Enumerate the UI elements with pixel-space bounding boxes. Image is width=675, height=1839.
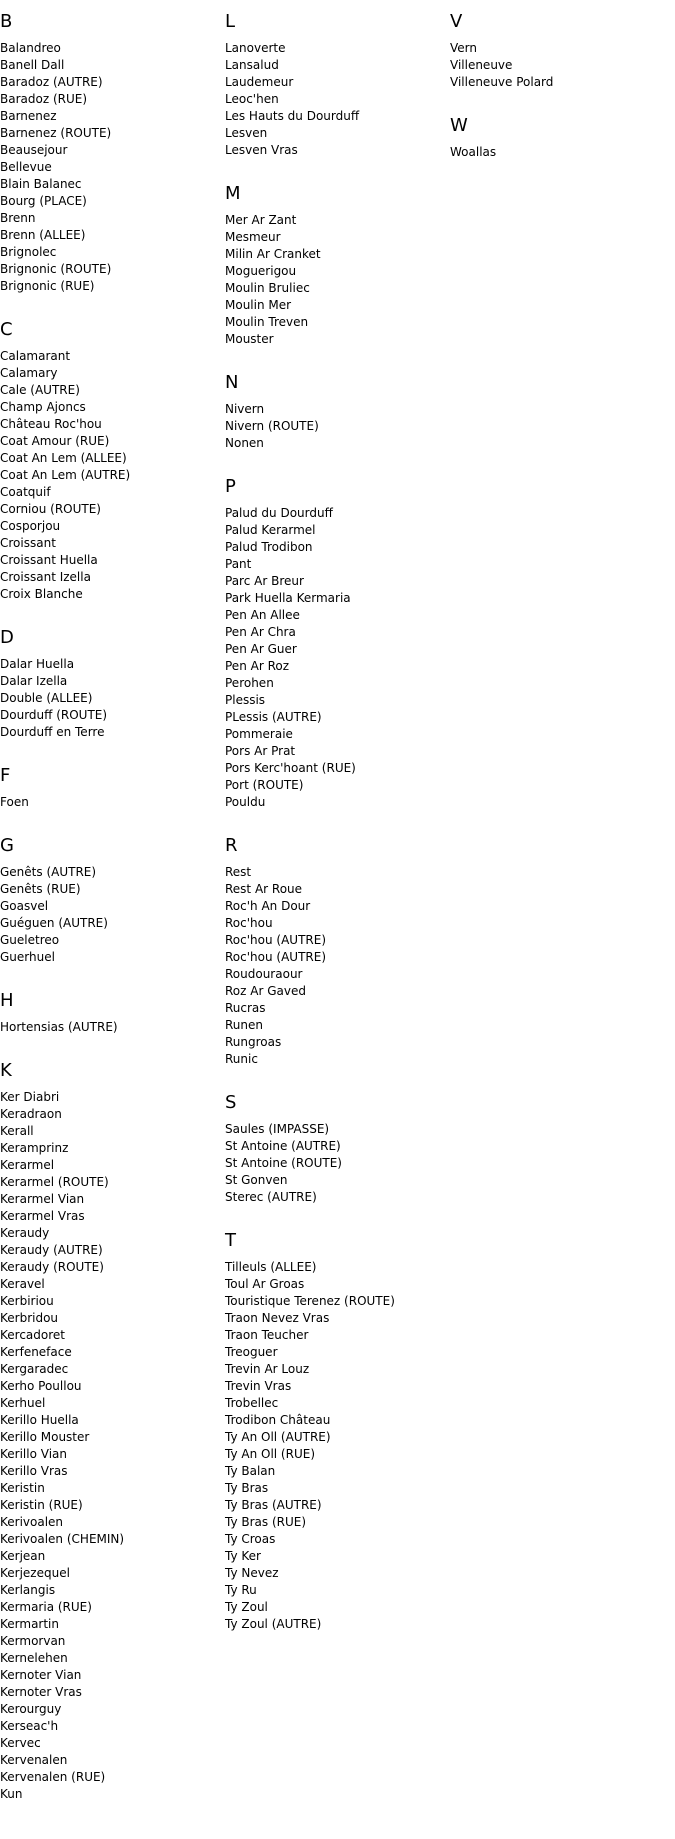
street-entry[interactable]: Corniou (ROUTE)	[0, 502, 101, 516]
street-entry[interactable]: Ty Croas	[225, 1532, 276, 1546]
street-entry[interactable]: Calamarant	[0, 349, 71, 363]
street-entry[interactable]: Pant	[225, 557, 252, 571]
letter-group	[225, 0, 445, 171]
street-entry[interactable]: Lansalud	[225, 58, 279, 72]
street-entry[interactable]: Ty Bras	[225, 1481, 269, 1495]
group-spacer	[225, 1633, 445, 1645]
street-list	[0, 656, 220, 741]
street-entry[interactable]: Sterec (AUTRE)	[225, 1190, 317, 1204]
street-entry[interactable]: Pen An Allee	[225, 608, 300, 622]
street-entry[interactable]: Croix Blanche	[0, 587, 83, 601]
letter-heading: C	[0, 319, 13, 340]
street-entry[interactable]: Dalar Izella	[0, 674, 68, 688]
street-entry[interactable]: Roc'hou (AUTRE)	[225, 933, 327, 947]
street-entry[interactable]: Kercadoret	[0, 1328, 65, 1342]
group-spacer	[0, 1036, 220, 1048]
street-entry[interactable]: Croissant	[0, 536, 56, 550]
street-list	[0, 864, 220, 966]
street-entry[interactable]: Coatquif	[0, 485, 51, 499]
group-spacer	[225, 1206, 445, 1218]
street-entry[interactable]: Blain Balanec	[0, 177, 82, 191]
street-entry[interactable]: Coat An Lem (ALLEE)	[0, 451, 127, 465]
letter-group	[225, 171, 445, 360]
street-entry[interactable]: Kerhuel	[0, 1396, 46, 1410]
street-entry[interactable]: Brenn (ALLEE)	[0, 228, 86, 242]
street-entry[interactable]: Baradoz (AUTRE)	[0, 75, 103, 89]
street-entry[interactable]: Kermaria (RUE)	[0, 1600, 92, 1614]
group-spacer	[450, 161, 670, 173]
index-column	[0, 0, 220, 1815]
street-entry[interactable]: Kernelehen	[0, 1651, 68, 1665]
letter-group	[225, 823, 445, 1080]
street-entry[interactable]: Ty Nevez	[225, 1566, 279, 1580]
street-entry[interactable]: Hortensias (AUTRE)	[0, 1020, 118, 1034]
street-entry[interactable]: Mer Ar Zant	[225, 213, 297, 227]
letter-heading: N	[225, 372, 239, 393]
street-entry[interactable]: Keristin (RUE)	[0, 1498, 83, 1512]
street-entry[interactable]: Saules (IMPASSE)	[225, 1122, 330, 1136]
street-entry[interactable]: Keraudy (AUTRE)	[0, 1243, 103, 1257]
street-entry[interactable]: Milin Ar Cranket	[225, 247, 321, 261]
group-spacer	[0, 295, 220, 307]
street-entry[interactable]: Les Hauts du Dourduff	[225, 109, 360, 123]
letter-heading: W	[450, 115, 468, 136]
letter-group	[0, 753, 220, 823]
street-entry[interactable]: Lesven	[225, 126, 268, 140]
letter-group	[450, 103, 670, 173]
street-list	[225, 1259, 445, 1633]
street-entry[interactable]: Kerbridou	[0, 1311, 59, 1325]
street-entry[interactable]: Bourg (PLACE)	[0, 194, 87, 208]
street-entry[interactable]: Leoc'hen	[225, 92, 279, 106]
street-entry[interactable]: Moulin Mer	[225, 298, 292, 312]
street-entry[interactable]: Laudemeur	[225, 75, 294, 89]
street-list	[0, 40, 220, 295]
letter-group	[450, 0, 670, 103]
street-entry[interactable]: Genêts (AUTRE)	[0, 865, 97, 879]
street-entry[interactable]: Villeneuve Polard	[450, 75, 554, 89]
street-entry[interactable]: Ty Bras (RUE)	[225, 1515, 307, 1529]
street-entry[interactable]: Pen Ar Roz	[225, 659, 290, 673]
street-entry[interactable]: Balandreo	[0, 41, 61, 55]
street-entry[interactable]: Ty Ru	[225, 1583, 257, 1597]
street-entry[interactable]: Ty Balan	[225, 1464, 276, 1478]
street-entry[interactable]: Croissant Huella	[0, 553, 98, 567]
street-list	[0, 1089, 220, 1803]
street-entry[interactable]: Cosporjou	[0, 519, 61, 533]
letter-group	[0, 1048, 220, 1815]
street-entry[interactable]: Champ Ajoncs	[0, 400, 86, 414]
street-entry[interactable]: Moulin Treven	[225, 315, 309, 329]
letter-group	[225, 464, 445, 823]
street-entry[interactable]: Coat Amour (RUE)	[0, 434, 110, 448]
street-list	[0, 348, 220, 603]
letter-heading: B	[0, 11, 13, 32]
street-entry[interactable]: Ty An Oll (RUE)	[225, 1447, 315, 1461]
street-entry[interactable]: Kerjean	[0, 1549, 46, 1563]
street-entry[interactable]: Ty Zoul (AUTRE)	[225, 1617, 322, 1631]
street-entry[interactable]: Palud du Dourduff	[225, 506, 333, 520]
street-entry[interactable]: Treoguer	[225, 1345, 278, 1359]
street-entry[interactable]: Parc Ar Breur	[225, 574, 304, 588]
street-entry[interactable]: Kerfeneface	[0, 1345, 72, 1359]
street-entry[interactable]: Keraudy	[0, 1226, 50, 1240]
street-entry[interactable]: Touristique Terenez (ROUTE)	[225, 1294, 395, 1308]
street-entry[interactable]: Bellevue	[0, 160, 52, 174]
street-entry[interactable]: Ty Ker	[225, 1549, 261, 1563]
street-entry[interactable]: Kervenalen	[0, 1753, 68, 1767]
street-entry[interactable]: Perohen	[225, 676, 274, 690]
group-spacer	[450, 91, 670, 103]
street-entry[interactable]: Kerall	[0, 1124, 34, 1138]
group-spacer	[225, 452, 445, 464]
letter-heading: M	[225, 183, 241, 204]
letter-group	[0, 0, 220, 307]
group-spacer	[225, 159, 445, 171]
street-entry[interactable]: Kerarmel	[0, 1158, 55, 1172]
street-entry[interactable]: Pors Kerc'hoant (RUE)	[225, 761, 356, 775]
street-entry[interactable]: Coat An Lem (AUTRE)	[0, 468, 131, 482]
street-entry[interactable]: Keravel	[0, 1277, 45, 1291]
street-entry[interactable]: St Antoine (ROUTE)	[225, 1156, 342, 1170]
street-entry[interactable]: Villeneuve	[450, 58, 513, 72]
street-entry[interactable]: Dourduff en Terre	[0, 725, 105, 739]
group-spacer	[225, 1068, 445, 1080]
street-list	[225, 505, 445, 811]
street-entry[interactable]: Beausejour	[0, 143, 68, 157]
letter-heading: P	[225, 476, 236, 497]
street-entry[interactable]: Nivern	[225, 402, 265, 416]
index-column	[225, 0, 445, 1645]
letter-heading: L	[225, 11, 236, 32]
street-entry[interactable]: Brignonic (ROUTE)	[0, 262, 112, 276]
street-entry[interactable]: St Gonven	[225, 1173, 288, 1187]
letter-heading: H	[0, 990, 14, 1011]
letter-group	[225, 360, 445, 464]
street-entry[interactable]: Keramprinz	[0, 1141, 69, 1155]
street-entry[interactable]: Moguerigou	[225, 264, 297, 278]
street-entry[interactable]: Park Huella Kermaria	[225, 591, 351, 605]
street-entry[interactable]: Kermorvan	[0, 1634, 66, 1648]
street-entry[interactable]: Dourduff (ROUTE)	[0, 708, 108, 722]
street-list	[0, 1019, 220, 1036]
group-spacer	[225, 811, 445, 823]
street-entry[interactable]: Vern	[450, 41, 477, 55]
street-entry[interactable]: Lesven Vras	[225, 143, 298, 157]
street-entry[interactable]: Trobellec	[225, 1396, 279, 1410]
letter-heading: F	[0, 765, 11, 786]
group-spacer	[0, 741, 220, 753]
street-entry[interactable]: Barnenez (ROUTE)	[0, 126, 112, 140]
street-entry[interactable]: Kervec	[0, 1736, 41, 1750]
street-entry[interactable]: Baradoz (RUE)	[0, 92, 88, 106]
letter-group	[0, 615, 220, 753]
street-entry[interactable]: Palud Kerarmel	[225, 523, 316, 537]
street-entry[interactable]: Port (ROUTE)	[225, 778, 304, 792]
street-entry[interactable]: Toul Ar Groas	[225, 1277, 305, 1291]
letter-group	[0, 823, 220, 978]
street-list	[225, 40, 445, 159]
street-entry[interactable]: Kerillo Huella	[0, 1413, 79, 1427]
letter-heading: D	[0, 627, 14, 648]
street-entry[interactable]: Kerourguy	[0, 1702, 62, 1716]
street-entry[interactable]: Rungroas	[225, 1035, 282, 1049]
street-list	[0, 794, 220, 811]
group-spacer	[0, 1803, 220, 1815]
street-entry[interactable]: Nonen	[225, 436, 264, 450]
street-entry[interactable]: PLessis (AUTRE)	[225, 710, 322, 724]
street-list	[450, 144, 670, 161]
street-entry[interactable]: Kergaradec	[0, 1362, 69, 1376]
street-entry[interactable]: Palud Trodibon	[225, 540, 313, 554]
street-entry[interactable]: Foen	[0, 795, 29, 809]
street-entry[interactable]: Kerillo Mouster	[0, 1430, 90, 1444]
letter-group	[225, 1080, 445, 1218]
street-entry[interactable]: Rest	[225, 865, 252, 879]
street-entry[interactable]: Nivern (ROUTE)	[225, 419, 319, 433]
index-column	[450, 0, 670, 173]
group-spacer	[225, 348, 445, 360]
street-entry[interactable]: Genêts (RUE)	[0, 882, 81, 896]
street-entry[interactable]: Banell Dall	[0, 58, 65, 72]
group-spacer	[0, 603, 220, 615]
street-entry[interactable]: Kerillo Vras	[0, 1464, 68, 1478]
letter-group	[0, 307, 220, 615]
street-entry[interactable]: Pors Ar Prat	[225, 744, 296, 758]
street-list	[225, 1121, 445, 1206]
street-entry[interactable]: Plessis	[225, 693, 266, 707]
street-entry[interactable]: Runic	[225, 1052, 258, 1066]
street-entry[interactable]: Brenn	[0, 211, 36, 225]
street-entry[interactable]: Kernoter Vian	[0, 1668, 82, 1682]
street-list	[225, 212, 445, 348]
street-entry[interactable]: Mesmeur	[225, 230, 281, 244]
street-entry[interactable]: Gueletreo	[0, 933, 60, 947]
street-entry[interactable]: Pen Ar Guer	[225, 642, 297, 656]
street-entry[interactable]: Woallas	[450, 145, 497, 159]
street-entry[interactable]: Kerjezequel	[0, 1566, 70, 1580]
street-entry[interactable]: Trevin Ar Louz	[225, 1362, 310, 1376]
street-entry[interactable]: Ty Zoul	[225, 1600, 268, 1614]
street-entry[interactable]: Trevin Vras	[225, 1379, 292, 1393]
street-entry[interactable]: Roc'hou	[225, 916, 273, 930]
letter-heading: S	[225, 1092, 237, 1113]
group-spacer	[0, 811, 220, 823]
letter-heading: R	[225, 835, 238, 856]
street-entry[interactable]: St Antoine (AUTRE)	[225, 1139, 341, 1153]
street-entry[interactable]: Traon Teucher	[225, 1328, 309, 1342]
street-entry[interactable]: Lanoverte	[225, 41, 286, 55]
letter-heading: T	[225, 1230, 236, 1251]
street-entry[interactable]: Roc'h An Dour	[225, 899, 311, 913]
street-entry[interactable]: Rucras	[225, 1001, 266, 1015]
street-entry[interactable]: Double (ALLEE)	[0, 691, 93, 705]
street-entry[interactable]: Kerillo Vian	[0, 1447, 67, 1461]
street-entry[interactable]: Runen	[225, 1018, 263, 1032]
street-entry[interactable]: Keristin	[0, 1481, 45, 1495]
street-entry[interactable]: Brignolec	[0, 245, 57, 259]
street-list	[225, 401, 445, 452]
street-entry[interactable]: Kerseac'h	[0, 1719, 59, 1733]
street-entry[interactable]: Kernoter Vras	[0, 1685, 82, 1699]
street-entry[interactable]: Keraudy (ROUTE)	[0, 1260, 104, 1274]
street-entry[interactable]: Kun	[0, 1787, 23, 1801]
street-entry[interactable]: Ty An Oll (AUTRE)	[225, 1430, 331, 1444]
street-entry[interactable]: Ker Diabri	[0, 1090, 60, 1104]
street-entry[interactable]: Roc'hou (AUTRE)	[225, 950, 327, 964]
street-entry[interactable]: Brignonic (RUE)	[0, 279, 95, 293]
street-entry[interactable]: Kervenalen (RUE)	[0, 1770, 106, 1784]
street-entry[interactable]: Tilleuls (ALLEE)	[225, 1260, 317, 1274]
street-entry[interactable]: Kerarmel Vian	[0, 1192, 85, 1206]
letter-group	[0, 978, 220, 1048]
street-entry[interactable]: Rest Ar Roue	[225, 882, 303, 896]
street-entry[interactable]: Trodibon Château	[225, 1413, 331, 1427]
street-entry[interactable]: Kerivoalen	[0, 1515, 64, 1529]
street-entry[interactable]: Roz Ar Gaved	[225, 984, 306, 998]
street-entry[interactable]: Ty Bras (AUTRE)	[225, 1498, 322, 1512]
letter-heading: K	[0, 1060, 12, 1081]
group-spacer	[0, 966, 220, 978]
street-entry[interactable]: Calamary	[0, 366, 58, 380]
street-entry[interactable]: Kerbiriou	[0, 1294, 54, 1308]
street-entry[interactable]: Kerivoalen (CHEMIN)	[0, 1532, 125, 1546]
street-entry[interactable]: Kerarmel (ROUTE)	[0, 1175, 109, 1189]
street-entry[interactable]: Guéguen (AUTRE)	[0, 916, 108, 930]
street-entry[interactable]: Traon Nevez Vras	[225, 1311, 330, 1325]
street-entry[interactable]: Château Roc'hou	[0, 417, 102, 431]
street-list	[225, 864, 445, 1068]
street-list	[450, 40, 670, 91]
street-entry[interactable]: Kerho Poullou	[0, 1379, 82, 1393]
street-entry[interactable]: Kerarmel Vras	[0, 1209, 85, 1223]
street-entry[interactable]: Mouster	[225, 332, 274, 346]
letter-heading: G	[0, 835, 14, 856]
street-entry[interactable]: Croissant Izella	[0, 570, 91, 584]
street-entry[interactable]: Dalar Huella	[0, 657, 75, 671]
street-entry[interactable]: Barnenez	[0, 109, 57, 123]
street-entry[interactable]: Roudouraour	[225, 967, 303, 981]
street-entry[interactable]: Pen Ar Chra	[225, 625, 296, 639]
street-entry[interactable]: Goasvel	[0, 899, 49, 913]
street-entry[interactable]: Pouldu	[225, 795, 266, 809]
street-entry[interactable]: Keradraon	[0, 1107, 62, 1121]
street-entry[interactable]: Moulin Bruliec	[225, 281, 310, 295]
street-entry[interactable]: Guerhuel	[0, 950, 55, 964]
letter-group	[225, 1218, 445, 1645]
letter-heading: V	[450, 11, 463, 32]
street-entry[interactable]: Kermartin	[0, 1617, 59, 1631]
street-entry[interactable]: Pommeraie	[225, 727, 293, 741]
street-entry[interactable]: Cale (AUTRE)	[0, 383, 80, 397]
street-entry[interactable]: Kerlangis	[0, 1583, 56, 1597]
